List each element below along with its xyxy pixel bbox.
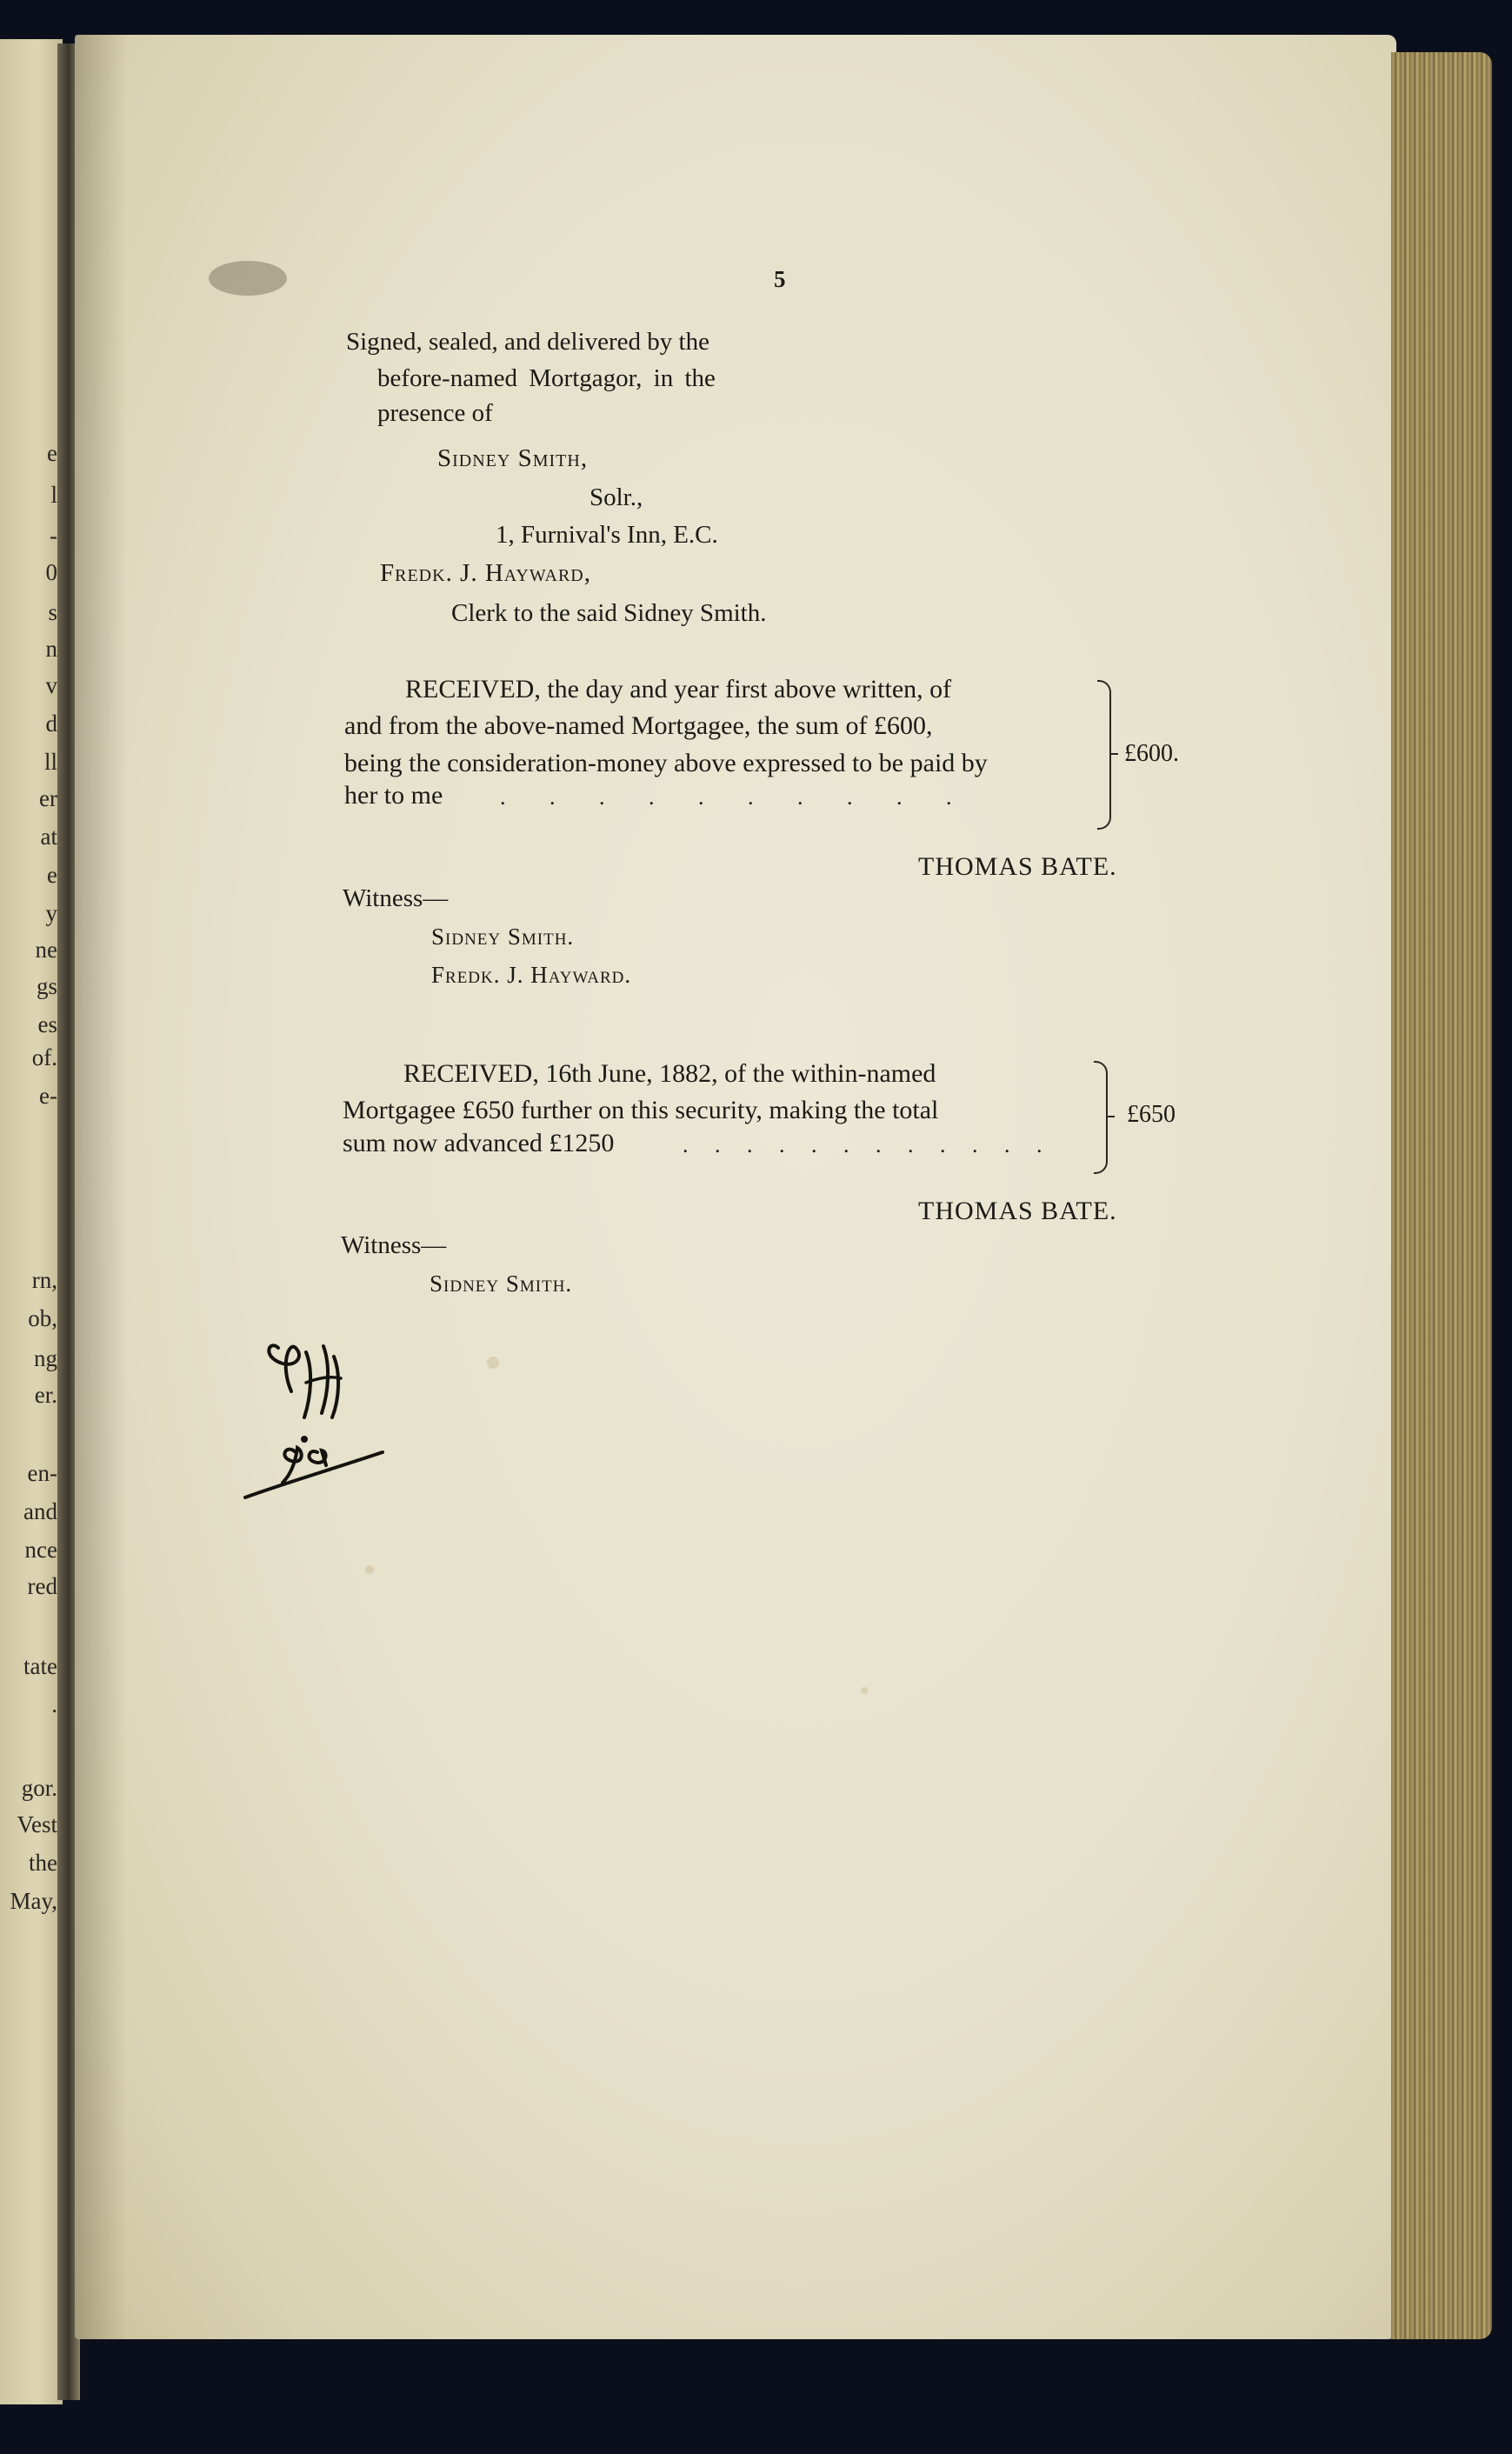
left-page-text-fragment: - <box>50 523 57 549</box>
receipt-1-line-1: RECEIVED, the day and year first above written, of <box>405 675 952 704</box>
left-page-text-fragment: Vest <box>17 1811 57 1837</box>
left-facing-page <box>0 39 63 2404</box>
receipt-2-dot-leader: . . . . . . . . . . . . <box>683 1132 1053 1157</box>
foxing-spot <box>365 1565 374 1574</box>
left-page-text-fragment: rn, <box>31 1267 57 1293</box>
left-page-text-fragment: e <box>47 440 57 466</box>
second-witness-name: Fredk. J. Hayward, <box>380 559 591 587</box>
foxing-spot <box>487 1357 499 1369</box>
execution-line-1: Signed, sealed, and delivered by the <box>346 328 709 356</box>
receipt-1-line-2: and from the above-named Mortgagee, the sum of £600, <box>344 711 933 740</box>
page-edges <box>1391 52 1492 2339</box>
receipt-1-witness-1: Sidney Smith. <box>431 924 575 950</box>
receipt-2-witness-1: Sidney Smith. <box>430 1270 573 1297</box>
left-page-text-fragment: s <box>48 599 57 625</box>
left-page-text-fragment: gor. <box>21 1775 57 1801</box>
left-page-text-fragment: ob, <box>28 1305 57 1331</box>
handwritten-annotation <box>243 1330 400 1513</box>
receipt-1-amount: £600. <box>1124 740 1179 767</box>
receipt-1-brace <box>1097 680 1111 830</box>
execution-line-2: before-named Mortgagor, in the <box>377 364 716 392</box>
foxing-spot <box>861 1687 868 1694</box>
receipt-2-line-3: sum now advanced £1250 <box>343 1129 615 1157</box>
witness-title: Solr., <box>589 483 643 511</box>
left-page-text-fragment: . <box>51 1691 57 1717</box>
receipt-2-signatory: THOMAS BATE. <box>918 1197 1117 1225</box>
left-page-text-fragment: ll <box>43 749 57 775</box>
receipt-1-line-3: being the consideration-money above expressed to be paid by <box>344 749 988 777</box>
receipt-1-dot-leader: . . . . . . . . . . <box>500 784 971 810</box>
left-page-text-fragment: n <box>45 636 57 662</box>
left-page-text-fragment: es <box>37 1011 57 1037</box>
left-page-text-fragment: l <box>50 482 57 508</box>
left-page-text-fragment: tate <box>23 1653 57 1679</box>
left-page-text-fragment: er <box>39 785 57 811</box>
page-shadow <box>75 35 127 2339</box>
left-page-text-fragment: at <box>40 824 57 850</box>
receipt-1-line-4: her to me <box>344 781 443 810</box>
receipt-1-witness-2: Fredk. J. Hayward. <box>431 962 632 988</box>
receipt-2-line-1: RECEIVED, 16th June, 1882, of the within-named <box>403 1059 936 1088</box>
receipt-2-line-2: Mortgagee £650 further on this security, making the total <box>343 1096 939 1124</box>
document-page <box>75 35 1396 2339</box>
left-page-text-fragment: d <box>45 710 57 737</box>
second-witness-title: Clerk to the said Sidney Smith. <box>451 599 767 627</box>
left-page-text-fragment: en- <box>27 1460 57 1486</box>
left-page-text-fragment: nce <box>24 1537 57 1563</box>
left-page-text-fragment: of. <box>31 1044 57 1070</box>
left-page-text-fragment: er. <box>34 1382 57 1408</box>
left-page-text-fragment: ng <box>34 1345 57 1371</box>
left-page-text-fragment: y <box>45 900 57 926</box>
receipt-2-brace-tip <box>1107 1116 1115 1117</box>
left-page-text-fragment: v <box>45 672 57 698</box>
witness-address: 1, Furnival's Inn, E.C. <box>496 521 718 549</box>
witness-name: Sidney Smith, <box>437 444 589 472</box>
page-number: 5 <box>774 266 786 292</box>
receipt-2-amount: £650 <box>1127 1101 1176 1128</box>
receipt-1-signatory: THOMAS BATE. <box>918 852 1117 881</box>
receipt-2-brace <box>1094 1061 1108 1174</box>
foxing-spot <box>209 261 287 296</box>
left-page-text-fragment: e <box>47 862 57 888</box>
left-page-text-fragment: and <box>23 1498 57 1524</box>
left-page-text-fragment: the <box>29 1850 57 1876</box>
left-page-text-fragment: red <box>27 1573 57 1599</box>
left-page-text-fragment: May, <box>10 1888 57 1914</box>
left-page-text-fragment: e- <box>39 1083 57 1109</box>
receipt-2-witness-label: Witness— <box>341 1231 447 1259</box>
left-page-text-fragment: gs <box>36 973 57 999</box>
left-page-text-fragment: 0 <box>45 559 57 585</box>
receipt-1-brace-tip <box>1110 753 1118 755</box>
execution-line-3: presence of <box>377 399 493 427</box>
receipt-1-witness-label: Witness— <box>343 884 449 912</box>
left-page-text-fragment: ne <box>35 937 57 963</box>
